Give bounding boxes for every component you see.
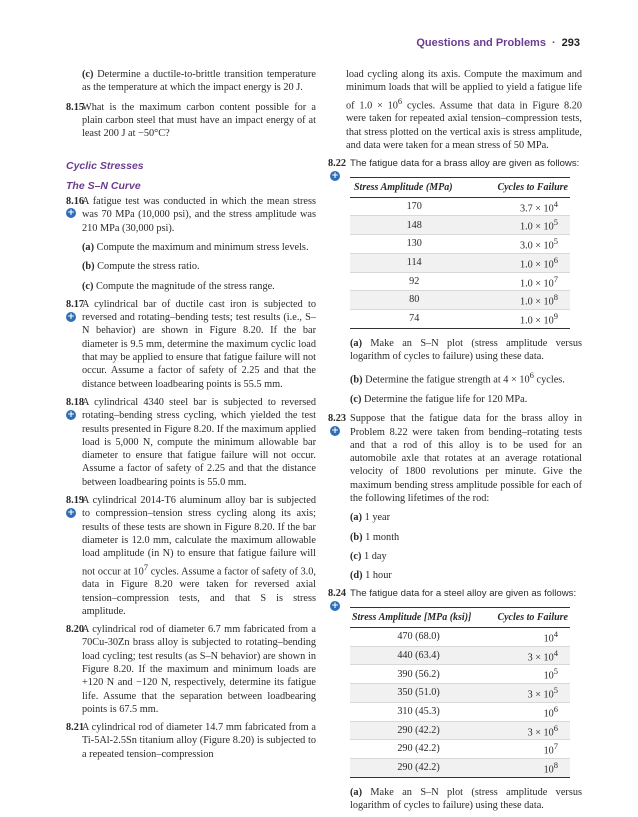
problem-8-17 xyxy=(66,298,316,391)
left-column xyxy=(66,68,316,766)
problem-text: The fatigue data for a steel alloy are given as follows: xyxy=(350,588,577,600)
part-c: (c) 1 day xyxy=(350,550,387,562)
problem-text: Determine a ductile-to-brittle transition temperature as the temperature at which the impact energy is 20 J. xyxy=(82,69,316,94)
table-row: 290 (42.2) $3 \times 10^6$ xyxy=(350,721,570,740)
problem-8-21 xyxy=(66,721,316,761)
problem-8-14c xyxy=(82,68,316,95)
part-a: (a) Make an S–N plot (stress amplitude versus logarithm of cycles to failure) using these data. xyxy=(350,337,582,362)
column-header: Cycles to Failure xyxy=(487,607,570,627)
table-row: 170 $3.7 \times 10^4$ xyxy=(350,197,570,216)
table-row: 470 (68.0) $10^4$ xyxy=(350,628,570,647)
problem-text: A cylindrical 4340 steel bar is subjected to reversed rotating–bending stress cycling, which yielded the test results presented in Figure 8.20. If the maximum applied load is 5,000 N, compute the minimum allowable bar diameter to ensure that fatigue failure will not occur. Assume a factor of safety of 2.25 and that the distance between loadbearing points is 55.0 mm. xyxy=(82,396,316,488)
table-row: 440 (63.4) $3 \times 10^4$ xyxy=(350,646,570,665)
problem-number: 8.21 xyxy=(66,722,85,734)
brass-fatigue-table xyxy=(350,177,570,329)
part-a: (a) 1 year xyxy=(350,512,391,524)
problem-8-22-parts xyxy=(330,337,582,407)
problem-number: 8.22 xyxy=(328,158,347,170)
table-row: 148 $1.0 \times 10^5$ xyxy=(350,216,570,235)
plus-circle-icon[interactable]: + xyxy=(67,409,75,420)
part-c: (c) Compute the magnitude of the stress range. xyxy=(82,280,275,292)
problem-text: A cylindrical rod of diameter 14.7 mm fabricated from a Ti-5Al-2.5Sn titanium alloy (Figure 8.20) is subjected to a repeated tension–compression xyxy=(82,722,316,760)
problem-8-24 xyxy=(328,587,582,612)
exponent: 6 xyxy=(397,95,403,106)
problem-text: A cylindrical bar of ductile cast iron is subjected to reversed and rotating–bending tests; test results (i.e., S–N behavior) are shown in Figure 8.20. If the bar diameter is 9.5 mm, determine the maximum cyclic load that may be applied to ensure that fatigue failure will not occur. Assume a factor of safety of 2.25 and that the distance between loadbearing points is 55.5 mm. xyxy=(82,298,316,390)
table-row: 92 $1.0 \times 10^7$ xyxy=(350,272,570,291)
problem-text: Suppose that the fatigue data for the brass alloy in Problem 8.22 were taken from bending–rotating tests and that a rod of this alloy is to be used for an automobile axle that rotates at an average rotational velocity of 1800 revolutions per minute. Give the maximum bending stress amplitude possible for each of the following lifetimes of the rod: xyxy=(350,413,582,504)
table-row: 310 (45.3) $10^6$ xyxy=(350,702,570,721)
part-b: (b) Determine the fatigue strength at $4 \times 10^6$ cycles. xyxy=(350,370,565,386)
table-row: 290 (42.2) $10^7$ xyxy=(350,740,570,759)
steel-fatigue-table xyxy=(350,607,570,778)
problem-8-18 xyxy=(66,396,316,489)
plus-circle-icon[interactable]: + xyxy=(67,208,75,219)
table-row: 74 $1.0 \times 10^9$ xyxy=(350,309,570,328)
section-heading-cyclic: Cyclic Stresses xyxy=(66,160,144,173)
table-row: 80 $1.0 \times 10^8$ xyxy=(350,291,570,310)
column-header: Cycles to Failure xyxy=(478,177,570,197)
section-title: Questions and Problems xyxy=(416,37,546,49)
table-row: 114 $1.0 \times 10^6$ xyxy=(350,253,570,272)
part-b: (b) 1 month xyxy=(350,531,400,543)
problem-number: 8.18 xyxy=(66,396,85,408)
problem-8-16 xyxy=(66,195,316,293)
problem-number: 8.24 xyxy=(328,588,347,600)
right-column xyxy=(330,68,582,817)
table-row: 390 (56.2) $10^5$ xyxy=(350,665,570,684)
problem-number: 8.23 xyxy=(328,413,347,425)
problem-text: A fatigue test was conducted in which the mean stress was 70 MPa (10,000 psi), and the stress amplitude was 210 MPa (30,000 psi). xyxy=(82,196,316,234)
plus-circle-icon[interactable]: + xyxy=(67,311,75,322)
problem-8-22 xyxy=(328,157,582,182)
plus-circle-icon[interactable]: + xyxy=(331,601,339,612)
column-header: Stress Amplitude [MPa (ksi)] xyxy=(350,607,487,627)
problem-text: load cycling along its axis. Compute the maximum and minimum loads that will be applied to yield a fatigue life of 1.0 × 10 xyxy=(346,69,582,112)
problem-8-20 xyxy=(66,623,316,716)
problem-text: A cylindrical 2014-T6 aluminum alloy bar is subjected to compression–tension stress cycling along its axis; results of these tests are shown in Figure 8.20. If the bar diameter is 12.0 mm, calculate the maximum allowable load amplitude (in N) to ensure that fatigue failure will not occur at 10 xyxy=(82,495,316,577)
problem-8-24-parts xyxy=(330,786,582,813)
problem-number: 8.20 xyxy=(66,624,85,636)
table-row: 350 (51.0) $3 \times 10^5$ xyxy=(350,684,570,703)
problem-number: 8.16 xyxy=(66,196,85,208)
header-separator: · xyxy=(551,37,556,49)
part-c: (c) Determine the fatigue life for 120 MPa. xyxy=(350,393,528,405)
problem-8-15 xyxy=(66,101,316,141)
part-b: (b) Compute the stress ratio. xyxy=(82,261,200,273)
problem-text-cont: cycles. Assume a factor of safety of 3.0, data in Figure 8.20 were taken for reversed axial tension–compression tests, and that S is stress amplitude. xyxy=(82,565,316,617)
part-a: (a) Make an S–N plot (stress amplitude versus logarithm of cycles to failure) using these data. xyxy=(350,786,582,811)
plus-circle-icon[interactable]: + xyxy=(331,171,339,182)
problem-8-23 xyxy=(330,412,582,582)
problem-text-cont: cycles. Assume that data in Figure 8.20 were taken for repeated axial tension–compression tests, that stress plotted on the vertical axis is stress amplitude, and data were taken for a mean stress of 50 MPa. xyxy=(346,100,582,151)
table-row: 130 $3.0 \times 10^5$ xyxy=(350,235,570,254)
section-heading-sn-curve: The S–N Curve xyxy=(66,179,141,192)
part-label: (c) xyxy=(82,69,94,80)
page-number: 293 xyxy=(561,37,580,49)
problem-text: A cylindrical rod of diameter 6.7 mm fabricated from a 70Cu-30Zn brass alloy is subjected to rotating–bending load cycling; test results (as S–N behavior) are shown in Figure 8.20. If the maximum and minimum loads are +120 N and −120 N, respectively, determine its fatigue life. Assume that the separation between loadbearing points is 67.5 mm. xyxy=(82,624,316,715)
problem-8-19 xyxy=(66,494,316,618)
plus-circle-icon[interactable]: + xyxy=(67,508,75,519)
part-d: (d) 1 hour xyxy=(350,570,392,582)
running-header xyxy=(416,37,580,49)
problem-text: What is the maximum carbon content possible for a plain carbon steel that must have an impact energy of at least 200 J at −50°C? xyxy=(82,101,316,140)
plus-circle-icon[interactable]: + xyxy=(331,426,339,437)
problem-number: 8.19 xyxy=(66,495,85,507)
table-row: 290 (42.2) $10^8$ xyxy=(350,758,570,777)
part-a: (a) Compute the maximum and minimum stress levels. xyxy=(82,241,309,253)
problem-8-21-continued xyxy=(330,68,582,152)
problem-number: 8.15 xyxy=(66,101,85,113)
exponent: 7 xyxy=(143,561,149,572)
column-header: Stress Amplitude (MPa) xyxy=(350,177,478,197)
problem-number: 8.17 xyxy=(66,298,85,310)
problem-text: The fatigue data for a brass alloy are given as follows: xyxy=(350,158,580,170)
